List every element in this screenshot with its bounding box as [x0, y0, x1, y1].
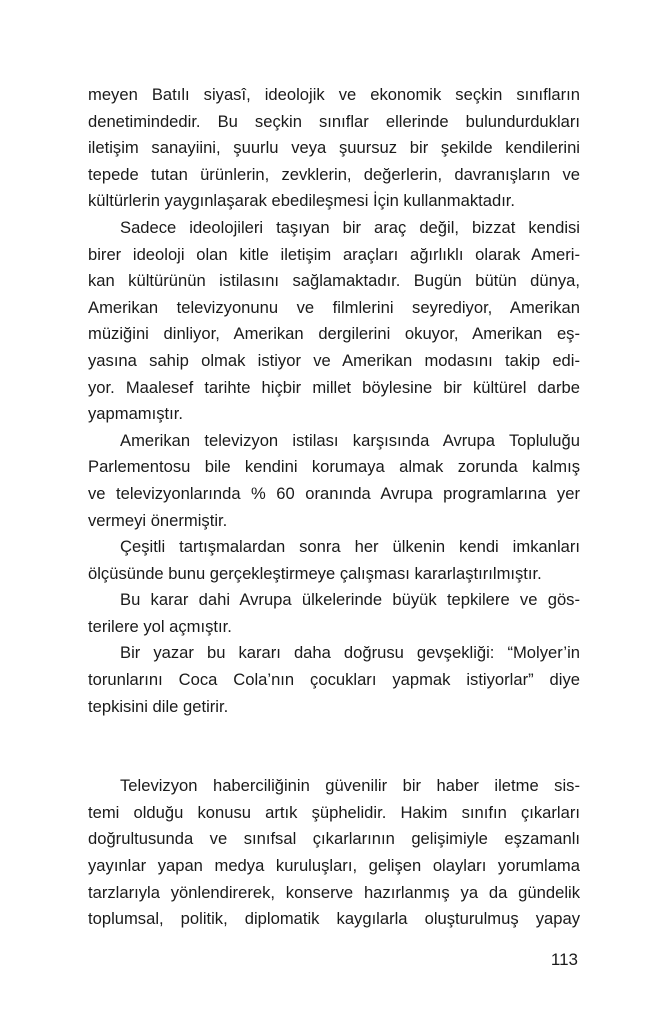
text-line: tepede tutan ürünlerin, zevklerin, değerlerin, davranışların ve — [88, 164, 580, 184]
paragraph — [88, 640, 580, 720]
text-line: iletişim sanayiini, şuurlu veya şuursuz bir şekilde kendilerini — [88, 138, 580, 158]
text-line: tarzlarıyla yönlendirerek, konserve hazırlanmış ya da gündelik — [88, 882, 580, 902]
text-line: yapmamıştır. — [88, 404, 183, 424]
text-line: ölçüsünde bunu gerçekleştirmeye çalışması kararlaştırılmıştır. — [88, 563, 542, 583]
text-line: Amerikan televizyonunu ve filmlerini seyrediyor, Amerikan — [88, 297, 580, 317]
text-line: yor. Maalesef tarihte hiçbir millet böylesine bir kültürel darbe — [88, 377, 580, 397]
text-line: Çeşitli tartışmalardan sonra her ülkenin kendi imkanları — [120, 537, 580, 557]
text-line: kültürlerin yaygınlaşarak ebedileşmesi İçin kullanmaktadır. — [88, 191, 516, 211]
page-number: 113 — [550, 950, 578, 969]
text-line: Bu karar dahi Avrupa ülkelerinde büyük tepkilere ve gös- — [120, 590, 580, 610]
paragraph — [88, 428, 580, 534]
paragraph — [88, 587, 580, 640]
text-line: vermeyi önermiştir. — [88, 510, 228, 530]
text-line: yayınlar yapan medya kuruluşları, gelişen olayları yorumlama — [88, 856, 580, 876]
text-line: Televizyon haberciliğinin güvenilir bir haber iletme sis- — [120, 776, 580, 796]
text-line: Parlementosu bile kendini korumaya almak zorunda kalmış — [88, 457, 580, 477]
text-line: torunlarını Coca Cola’nın çocukları yapmak istiyorlar” diye — [88, 670, 580, 690]
text-line: ve televizyonlarında % 60 oranında Avrupa programlarına yer — [88, 483, 580, 503]
paragraph — [88, 534, 580, 587]
text-line: yasına sahip olmak istiyor ve Amerikan modasını takip edi- — [88, 350, 580, 370]
text-line: Sadece ideolojileri taşıyan bir araç değil, bizzat kendisi — [120, 217, 580, 237]
text-line: doğrultusunda ve sınıfsal çıkarlarının gelişimiyle eşzamanlı — [88, 829, 580, 849]
text-line: temi olduğu konusu artık şüphelidir. Hakim sınıfın çıkarları — [88, 802, 580, 822]
text-line: terilere yol açmıştır. — [88, 616, 232, 636]
text-line: denetimindedir. Bu seçkin sınıflar ellerinde bulundurdukları — [88, 111, 580, 131]
book-page-text — [88, 82, 580, 933]
text-line: kan kültürünün istilasını sağlamaktadır. Bugün bütün dünya, — [88, 271, 580, 291]
section-break — [88, 720, 580, 773]
text-line: meyen Batılı siyasî, ideolojik ve ekonomik seçkin sınıfların — [88, 85, 580, 104]
text-line: Bir yazar bu kararı daha doğrusu gevşekliği: “Molyer’in — [120, 643, 580, 663]
text-line: toplumsal, politik, diplomatik kaygılarla oluşturulmuş yapay — [88, 909, 580, 929]
text-line: tepkisini dile getirir. — [88, 696, 229, 716]
paragraph — [88, 773, 580, 933]
text-line: birer ideoloji olan kitle iletişim araçları ağırlıklı olarak Ameri- — [88, 244, 580, 264]
paragraph — [88, 82, 580, 215]
text-line: Amerikan televizyon istilası karşısında Avrupa Topluluğu — [120, 430, 580, 450]
paragraph — [88, 215, 580, 428]
text-line: müziğini dinliyor, Amerikan dergilerini okuyor, Amerikan eş- — [88, 324, 580, 344]
